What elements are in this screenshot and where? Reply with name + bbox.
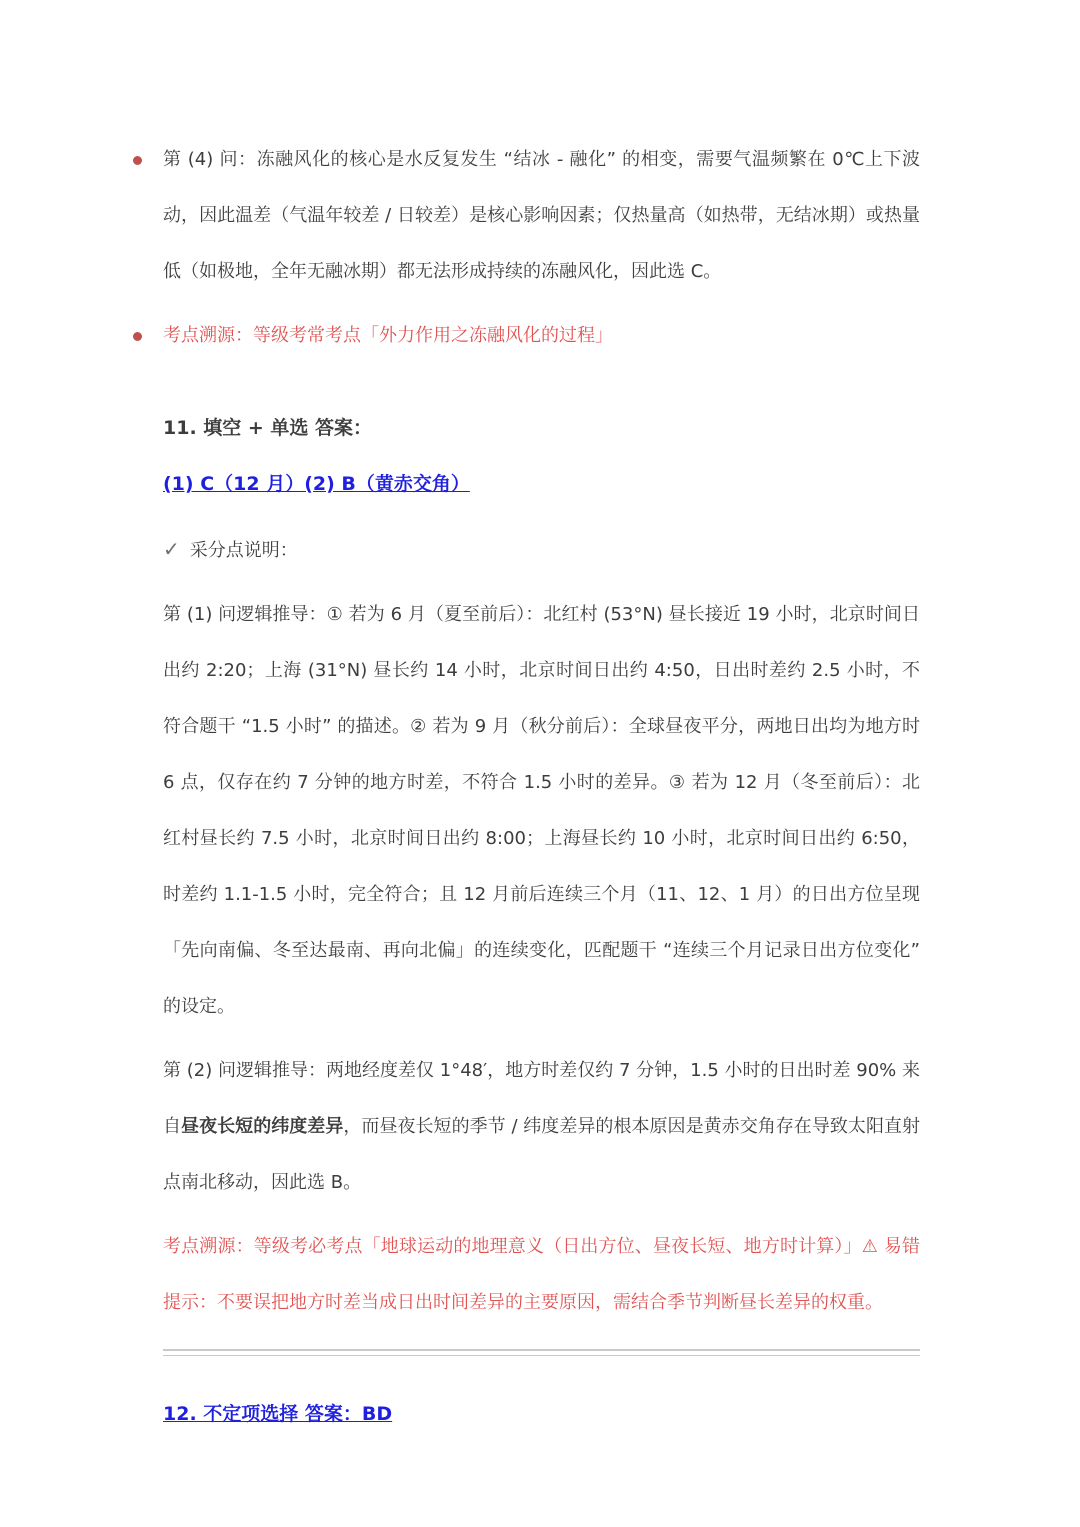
check-icon: ✓ (163, 537, 180, 561)
bullet-list (163, 132, 920, 364)
scoring-points-label: 采分点说明： (189, 540, 298, 561)
q2-text-run-2: ，而昼夜长短的季节 / 纬度差异的根本原因是黄赤交角存在导致太阳直射点南北移动，因此选 B。 (163, 1116, 921, 1193)
bullet-icon (133, 332, 142, 341)
q11-exam-source-note: 考点溯源：等级考必考点「地球运动的地理意义（日出方位、昼夜长短、地方时计算）」⚠ 易错提示：不要误把地方时差当成日出时间差异的主要原因，需结合季节判断昼长差异的权重。 (163, 1236, 920, 1313)
q4-explanation-text: 第 (4) 问：冻融风化的核心是水反复发生 “结冰 - 融化” 的相变，需要气温频繁在 0℃上下波动，因此温差（气温年较差 / 日较差）是核心影响因素；仅热量高（如热带，无结冰期）或热量低（如极地，全年无融冰期）都无法形成持续的冻融风化，因此选 C。 (163, 149, 920, 282)
section-11-answer: (1) C（12 月）(2) B（黄赤交角） (163, 473, 470, 495)
section-divider (163, 1349, 920, 1356)
q2-bold-run: 昼夜长短的纬度差异 (181, 1116, 344, 1137)
q2-logic-derivation-text (163, 1043, 920, 1211)
list-item (163, 308, 920, 364)
section-12-heading: 12. 不定项选择 答案：BD (163, 1403, 393, 1425)
q1-logic-derivation-text: 第 (1) 问逻辑推导：① 若为 6 月（夏至前后）：北红村 (53°N) 昼长接近 19 小时，北京时间日出约 2:20；上海 (31°N) 昼长约 14 小时，北京时间日出约 4:50，日出时差约 2.5 小时，不符合题干 “1.5 小时” 的描述。② 若为 9 月（秋分前后）：全球昼夜平分，两地日出均为地方时 6 点，仅存在约 7 分钟的地方时差，不符合 1.5 小时的差异。③ 若为 12 月（冬至前后）：北红村昼长约 7.5 小时，北京时间日出约 8:00；上海昼长约 10 小时，北京时间日出约 6:50，时差约 1.1-1.5 小时，完全符合；且 12 月前后连续三个月（11、12、1 月）的日出方位呈现「先向南偏、冬至达最南、再向北偏」的连续变化，匹配题干 “连续三个月记录日出方位变化” 的设定。 (163, 604, 920, 1017)
q2-text-run-1: 第 (2) 问逻辑推导：两地经度差仅 1°48′，地方时差仅约 7 分钟，1.5 小时的日出时差 90% 来自 (163, 1060, 920, 1137)
section-11-answer-line (163, 456, 920, 513)
section-11-heading: 11. 填空 + 单选 答案： (163, 417, 373, 439)
bullet-icon (133, 156, 142, 165)
scoring-points-line (163, 521, 920, 579)
q4-exam-source-text: 考点溯源：等级考常考点「外力作用之冻融风化的过程」 (163, 325, 613, 346)
list-item (163, 132, 920, 300)
